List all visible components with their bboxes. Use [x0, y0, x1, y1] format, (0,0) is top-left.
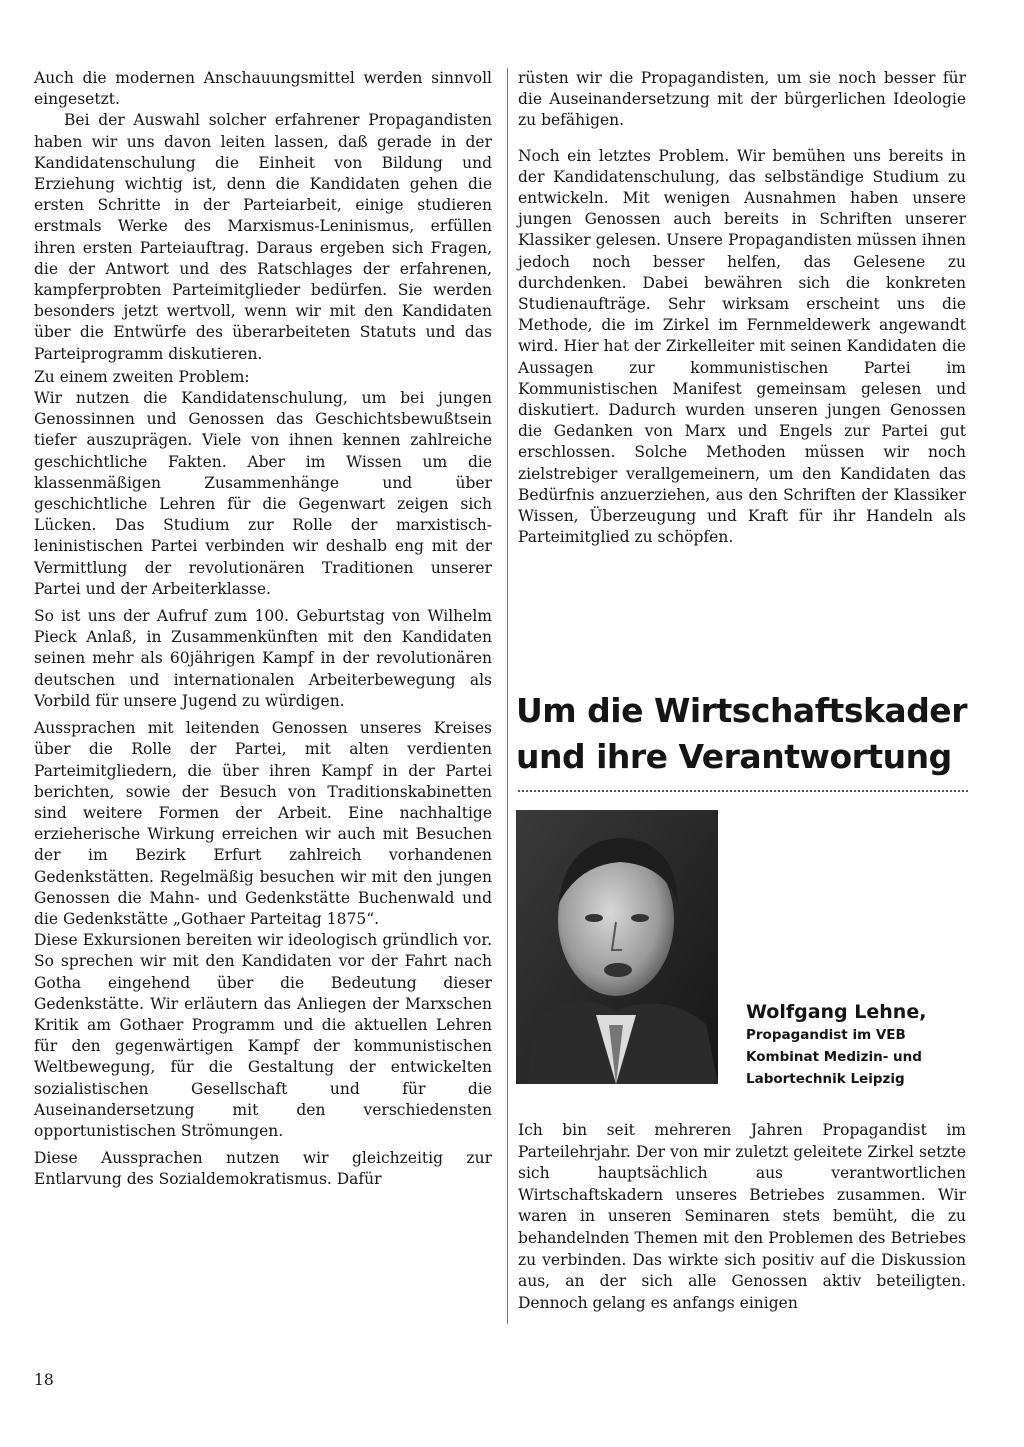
headline-line: Um die Wirtschaftskader: [516, 691, 967, 730]
author-photo: [516, 810, 718, 1084]
author-byline: [746, 1000, 976, 1090]
author-role: Labortechnik Leipzig: [746, 1071, 905, 1087]
column-divider: [507, 68, 508, 1324]
dotted-rule: [518, 790, 968, 792]
author-role: Propagandist im VEB: [746, 1027, 906, 1043]
headline-line: und ihre Verantwortung: [516, 737, 952, 776]
paragraph: Aussprachen mit leitenden Genossen unseres Kreises über die Rolle der Partei, mit alten verdienten Parteimitgliedern, die über ihren Kampf in der Partei berichten, sowie der Besuch von Traditionskabinetten sind weitere Formen der Arbeit. Eine nachhaltige erzieherische Wirkung erreichen wir auch mit Besuchen der im Bezirk Erfurt zahlreich vorhandenen Gedenkstätten. Regelmäßig besuchen wir mit den jungen Genossen die Mahn- und Gedenkstätte Buchenwald und die Gedenkstätte „Gothaer Parteitag 1875“.: [34, 719, 492, 928]
author-name: Wolfgang Lehne,: [746, 1001, 927, 1023]
paragraph: Diese Exkursionen bereiten wir ideologisch gründlich vor. So sprechen wir mit den Kandidaten vor der Fahrt nach Gotha eingehend über die Bedeutung dieser Gedenkstätte. Wir erläutern das Anliegen der Marxschen Kritik am Gothaer Programm und die aktuellen Lehren für den gegenwärtigen Kampf der kommunistischen Weltbewegung, für die Gestaltung der entwickelten sozialistischen Gesellschaft und für die Auseinandersetzung mit den verschiedensten opportunistischen Strömungen.: [34, 931, 492, 1140]
left-column: [34, 68, 492, 1191]
right-column-top: [518, 68, 966, 548]
paragraph: Noch ein letztes Problem. Wir bemühen uns bereits in der Kandidatenschulung, das selbständige Studium zu entwickeln. Mit wenigen Ausnahmen haben unsere jungen Genossen auch bereits in Schriften unserer Klassiker gelesen. Unsere Propagandisten müssen ihnen jedoch noch besser helfen, das Gelesene zu durchdenken. Dabei bewähren sich die konkreten Studienaufträge. Sehr wirksam erscheint uns die Methode, die im Zirkel im Fernmeldewerk angewandt wird. Hier hat der Zirkelleiter mit seinen Kandidaten die Aussagen zur kommunistischen Partei im Kommunistischen Manifest gemeinsam gelesen und diskutiert. Dadurch wurden unseren jungen Genossen die Gedanken von Marx und Engels zur Partei gut erschlossen. Solche Methoden müssen wir noch zielstrebiger verallgemeinern, um den Kandidaten das Bedürfnis anzuerziehen, aus den Schriften der Klassiker Wissen, Überzeugung und Kraft für ihr Handeln als Parteimitglied zu schöpfen.: [518, 146, 966, 547]
paragraph: Ich bin seit mehreren Jahren Propagandist im Parteilehrjahr. Der von mir zuletzt geleitete Zirkel setzte sich hauptsächlich aus verantwortlichen Wirtschaftskadern unseres Betriebes zusammen. Wir waren in unseren Seminaren stets bemüht, die zu behandelnden Themen mit den Problemen des Betriebes zu verbinden. Das wirkte sich positiv auf die Diskussion aus, an der sich alle Genossen aktiv beteiligten. Dennoch gelang es anfangs einigen: [518, 1121, 966, 1312]
paragraph: Wir nutzen die Kandidatenschulung, um bei jungen Genossinnen und Genossen das Geschichtsbewußtsein tiefer auszuprägen. Viele von ihnen kennen zahlreiche geschichtliche Fakten. Aber im Wissen um die klassenmäßigen Zusammenhänge und über geschichtliche Lehren für die Gegenwart zeigen sich Lücken. Das Studium zur Rolle der marxistisch-leninistischen Partei verbinden wir deshalb eng mit der Vermittlung der revolutionären Traditionen unserer Partei und der Arbeiterklasse.: [34, 389, 492, 598]
paragraph: Bei der Auswahl solcher erfahrener Propagandisten haben wir uns davon leiten lassen, daß gerade in der Kandidatenschulung die Einheit von Bildung und Erziehung wichtig ist, denn die Kandidaten gehen die ersten Schritte in der Parteiarbeit, einige studieren erstmals Werke des Marxismus-Leninismus, erfüllen ihren ersten Parteiauftrag. Daraus ergeben sich Fragen, die der Antwort und des Ratschlages der erfahrenen, kampferprobten Parteimitglieder bedürfen. Sie werden besonders jetzt wertvoll, wenn wir mit den Kandidaten über die Entwürfe des überarbeiteten Statuts und das Parteiprogramm diskutieren.: [34, 111, 492, 363]
paragraph: Zu einem zweiten Problem:: [34, 367, 250, 386]
paragraph: So ist uns der Aufruf zum 100. Geburtstag von Wilhelm Pieck Anlaß, in Zusammenkünften mit den Kandidaten seinen mehr als 60jährigen Kampf in der revolutionären deutschen und internationalen Arbeiterbewegung als Vorbild für unsere Jugend zu würdigen.: [34, 607, 492, 710]
page-number: 18: [34, 1371, 54, 1389]
paragraph: Auch die modernen Anschauungsmittel werden sinnvoll eingesetzt.: [34, 69, 492, 109]
paragraph: Diese Aussprachen nutzen wir gleichzeitig zur Entlarvung des Sozialdemokratismus. Dafür: [34, 1149, 492, 1189]
paragraph: rüsten wir die Propagandisten, um sie noch besser für die Auseinandersetzung mit der bürgerlichen Ideologie zu befähigen.: [518, 69, 966, 130]
article-headline: [516, 688, 986, 780]
article-body: [518, 1120, 966, 1314]
author-role: Kombinat Medizin- und: [746, 1049, 922, 1065]
portrait-illustration: [516, 810, 718, 1084]
